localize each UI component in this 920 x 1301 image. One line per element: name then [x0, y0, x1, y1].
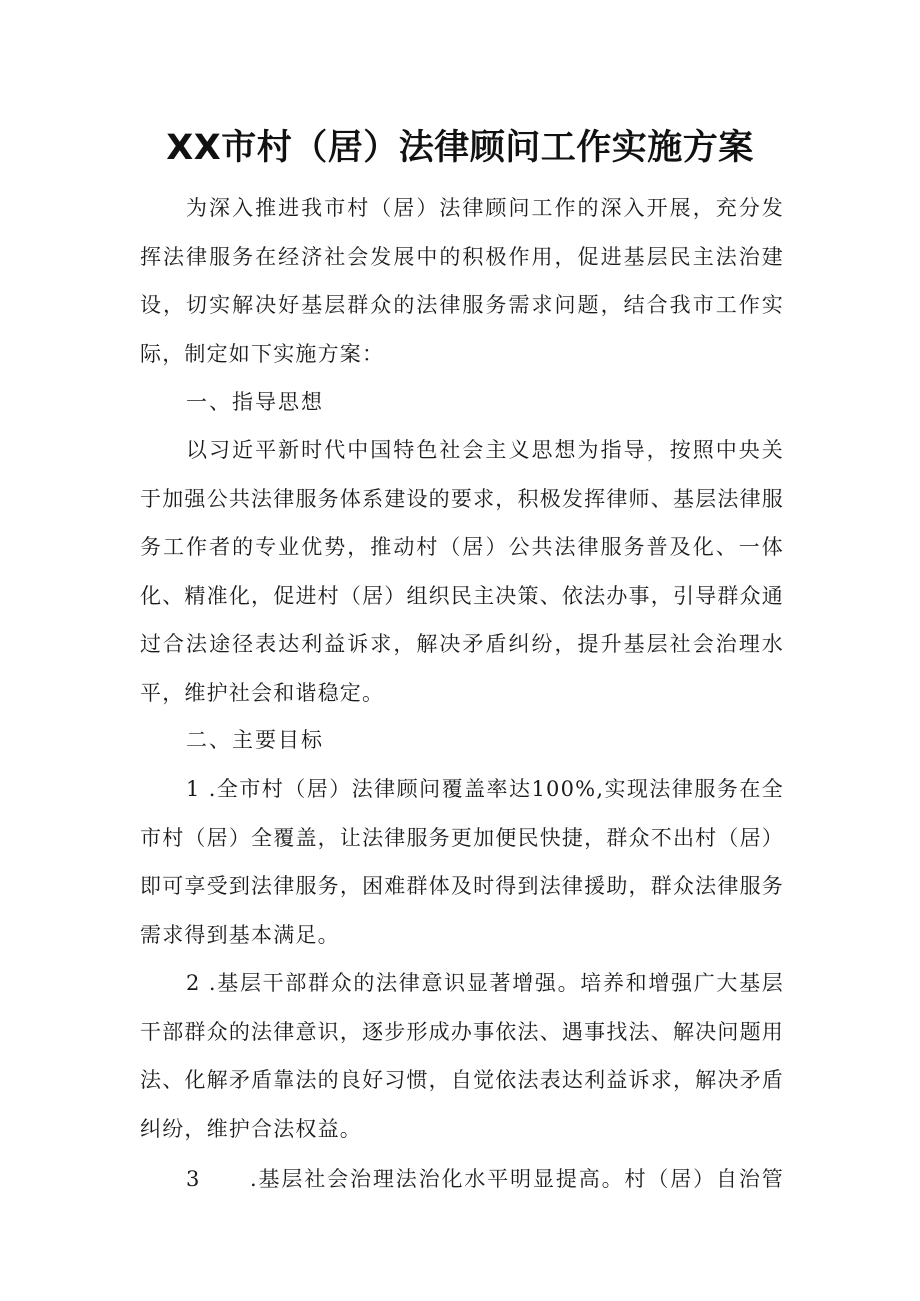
goal-item-3-text: .基层社会治理法治化水平明显提高。村（居）自治管 [250, 1167, 784, 1191]
guiding-ideology-paragraph: 以习近平新时代中国特色社会主义思想为指导，按照中央关于加强公共法律服务体系建设的要求，积极发挥律师、基层法律服务工作者的专业优势，推动村（居）公共法律服务普及化、一体化、精准化，促进村（居）组织民主决策、依法办事，引导群众通过合法途径表达利益诉求，解决矛盾纠纷，提升基层社会治理水平，维护社会和谐稳定。 [140, 438, 784, 705]
goal-item-1: 1 .全市村（居）法律顾问覆盖率达100%,实现法律服务在全市村（居）全覆盖，让法律服务更加便民快捷，群众不出村（居）即可享受到法律服务，困难群体及时得到法律援助，群众法律服务需求得到基本满足。 [140, 777, 784, 947]
intro-paragraph: 为深入推进我市村（居）法律顾问工作的深入开展，充分发挥法律服务在经济社会发展中的积极作用，促进基层民主法治建设，切实解决好基层群众的法律服务需求问题，结合我市工作实际，制定如下实施方案： [140, 196, 784, 366]
goal-item-3 [186, 1155, 784, 1204]
section-heading-guiding-ideology: 一、指导思想 [186, 390, 324, 414]
document-title: XX市村（居）法律顾问工作实施方案 [166, 128, 754, 168]
goal-item-3-number: 3 [186, 1167, 201, 1191]
section-heading-main-goals: 二、主要目标 [186, 728, 324, 752]
goal-item-2: 2 .基层干部群众的法律意识显著增强。培养和增强广大基层干部群众的法律意识，逐步形成办事依法、遇事找法、解决问题用法、化解矛盾靠法的良好习惯，自觉依法表达利益诉求，解决矛盾纠纷，维护合法权益。 [140, 971, 784, 1141]
